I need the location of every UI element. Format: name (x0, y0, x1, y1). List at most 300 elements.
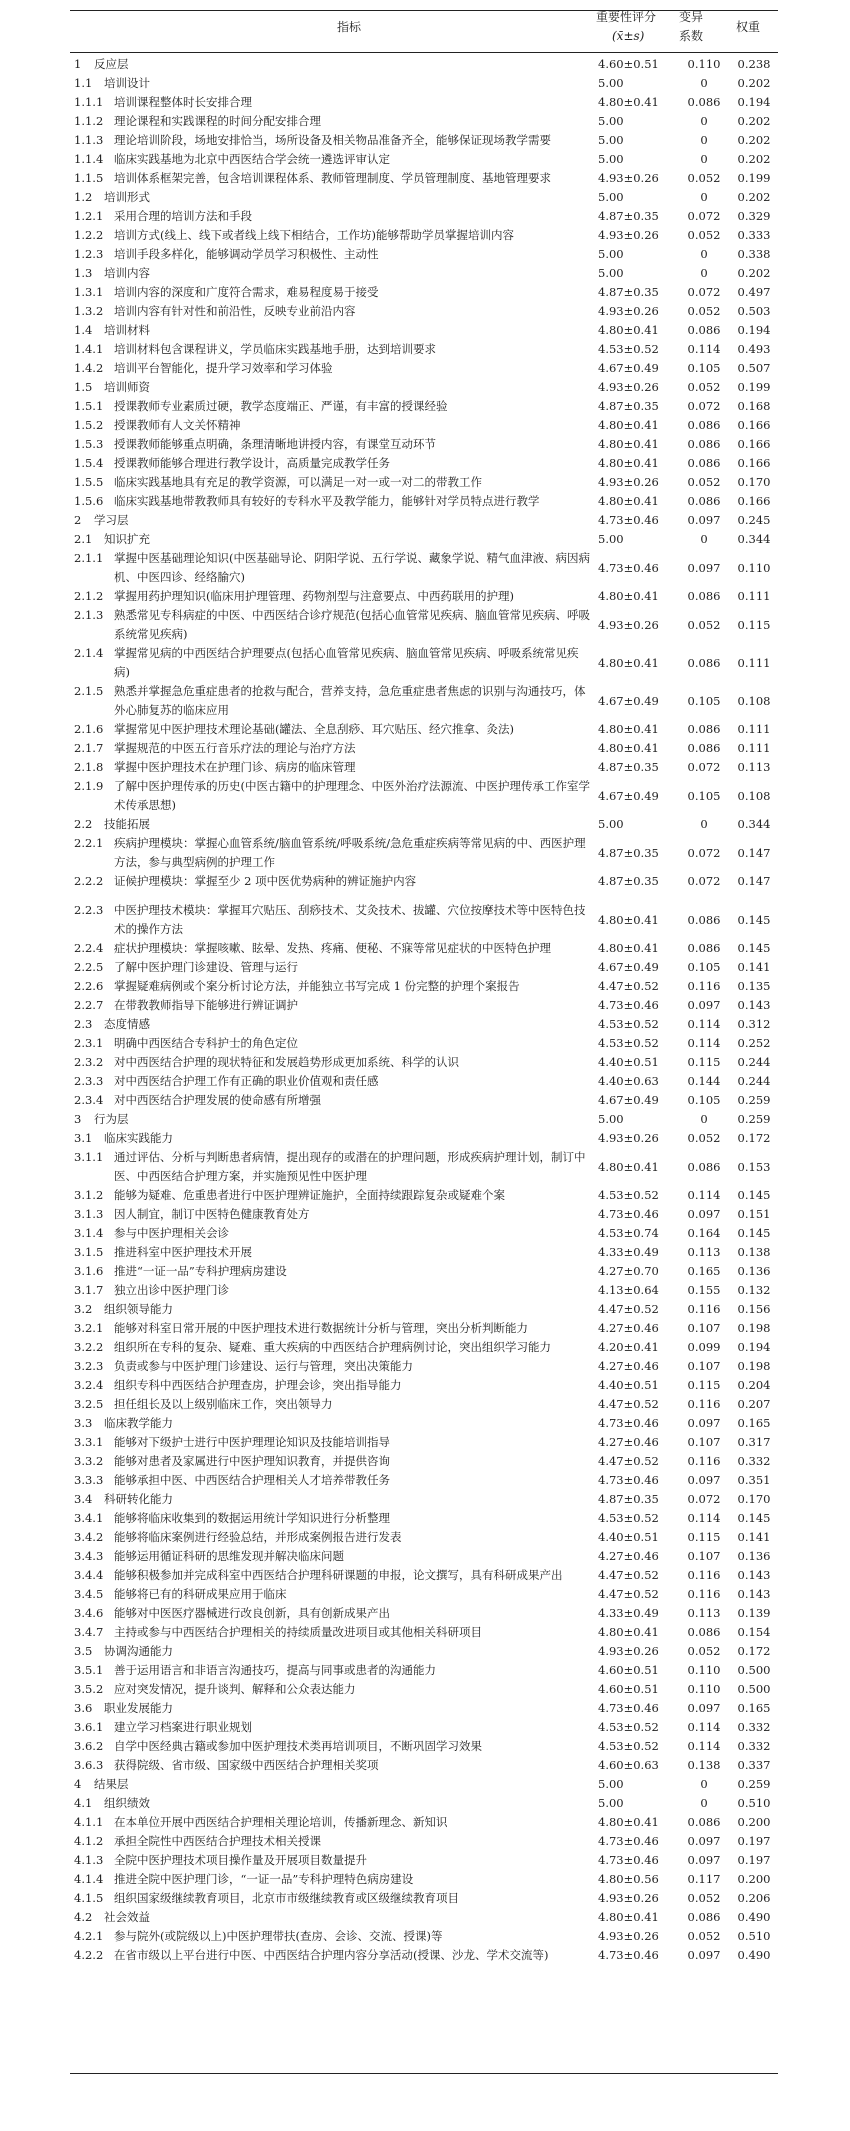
row-cv: 0.086 (687, 1910, 721, 1924)
row-score: 4.73±0.46 (598, 513, 659, 527)
row-weight: 0.111 (737, 722, 771, 736)
row-indicator-name: 能够将已有的科研成果应用于临床 (114, 1587, 287, 1601)
row-score: 4.53±0.52 (598, 1188, 659, 1202)
row-score: 4.87±0.35 (598, 845, 659, 860)
row-code: 2.2.5 (74, 960, 104, 974)
row-indicator-name: 组织领导能力 (104, 1302, 173, 1316)
row-weight: 0.202 (737, 76, 771, 90)
row-cv: 0.116 (687, 1397, 721, 1411)
row-code: 4 (74, 1777, 82, 1791)
table-row (70, 1243, 778, 1262)
row-score: 5.00 (598, 114, 624, 128)
row-indicator-name: 科研转化能力 (104, 1492, 173, 1506)
row-code: 3.4.4 (74, 1568, 104, 1582)
row-indicator-name: 培训设计 (104, 76, 150, 90)
row-code: 3.4.5 (74, 1587, 104, 1601)
table-row (70, 1262, 778, 1281)
table-row (70, 1585, 778, 1604)
row-indicator-name: 疾病护理模块：掌握心血管系统/脑血管系统/呼吸系统/急危重症疾病等常见病的中、西医护理方法，参与典型病例的护理工作 (114, 836, 586, 869)
header-cv: 变异 (679, 10, 704, 24)
row-cv: 0.116 (687, 1302, 721, 1316)
row-score: 4.73±0.46 (598, 1853, 659, 1867)
row-indicator-name: 组织国家级继续教育项目，北京市市级继续教育或区级继续教育项目 (114, 1891, 459, 1905)
row-cv: 0.097 (687, 560, 721, 575)
row-indicator-name: 熟悉并掌握急危重症患者的抢救与配合，营养支持，急危重症患者焦虑的识别与沟通技巧，体外心肺复苏的临床应用 (114, 684, 586, 717)
row-cv: 0 (700, 532, 708, 546)
row-weight: 0.204 (737, 1378, 771, 1392)
row-weight: 0.503 (737, 304, 771, 318)
row-weight: 0.153 (737, 1159, 771, 1174)
row-weight: 0.259 (737, 1777, 771, 1791)
row-code: 2.1.1 (74, 551, 104, 565)
row-indicator-name: 能够对中医医疗器械进行改良创新，具有创新成果产出 (114, 1606, 390, 1620)
row-code: 2.1.7 (74, 741, 104, 755)
row-weight: 0.145 (737, 1226, 771, 1240)
row-score: 4.80±0.41 (598, 941, 659, 955)
table-row (70, 1699, 778, 1718)
row-weight: 0.332 (737, 1739, 771, 1753)
row-cv: 0.107 (687, 1359, 721, 1373)
table-row (70, 758, 778, 777)
row-cv: 0.086 (687, 741, 721, 755)
table-row (70, 1794, 778, 1813)
row-cv: 0.110 (687, 57, 721, 71)
row-indicator-name: 能够对科室日常开展的中医护理技术进行数据统计分析与管理，突出分析判断能力 (114, 1321, 528, 1335)
row-code: 2 (74, 513, 82, 527)
row-indicator-name: 培训内容有针对性和前沿性，反映专业前沿内容 (114, 304, 356, 318)
table-row (70, 1566, 778, 1585)
row-cv: 0.052 (687, 380, 721, 394)
table-row (70, 1604, 778, 1623)
table-row (70, 207, 778, 226)
row-cv: 0.116 (687, 979, 721, 993)
row-cv: 0.086 (687, 1625, 721, 1639)
row-weight: 0.108 (737, 693, 771, 708)
row-score: 4.53±0.52 (598, 1739, 659, 1753)
table-row (70, 777, 778, 815)
row-indicator-name: 培训课程整体时长安排合理 (114, 95, 252, 109)
row-code: 3.5.1 (74, 1663, 104, 1677)
row-score: 5.00 (598, 1112, 624, 1126)
row-indicator-name: 能够积极参加并完成科室中西医结合护理科研课题的申报，论文撰写，具有科研成果产出 (114, 1568, 563, 1582)
row-indicator-name: 临床实践基地具有充足的教学资源，可以满足一对一或一对二的带教工作 (114, 475, 482, 489)
row-cv: 0 (700, 152, 708, 166)
row-weight: 0.200 (737, 1872, 771, 1886)
row-code: 1.5.5 (74, 475, 104, 489)
table-row (70, 1224, 778, 1243)
row-indicator-name: 掌握中医护理技术在护理门诊、病房的临床管理 (114, 760, 356, 774)
row-code: 1.1 (74, 76, 93, 90)
row-cv: 0.086 (687, 456, 721, 470)
row-weight: 0.329 (737, 209, 771, 223)
row-indicator-name: 培训形式 (104, 190, 150, 204)
row-score: 4.93±0.26 (598, 475, 659, 489)
row-cv: 0.052 (687, 304, 721, 318)
row-indicator-name: 组织所在专科的复杂、疑难、重大疾病的中西医结合护理病例讨论，突出组织学习能力 (114, 1340, 551, 1354)
row-indicator-name: 了解中医护理门诊建设、管理与运行 (114, 960, 298, 974)
table-row (70, 1509, 778, 1528)
row-code: 1.2 (74, 190, 93, 204)
row-code: 2.3 (74, 1017, 93, 1031)
row-indicator-name: 组织专科中西医结合护理查房，护理会诊，突出指导能力 (114, 1378, 402, 1392)
row-indicator-name: 职业发展能力 (104, 1701, 173, 1715)
table-row (70, 1528, 778, 1547)
row-score: 4.47±0.52 (598, 1302, 659, 1316)
row-code: 3.1.6 (74, 1264, 104, 1278)
row-code: 3.1.7 (74, 1283, 104, 1297)
row-score: 4.53±0.74 (598, 1226, 659, 1240)
row-cv: 0.097 (687, 1701, 721, 1715)
row-weight: 0.332 (737, 1454, 771, 1468)
row-indicator-name: 理论课程和实践课程的时间分配安排合理 (114, 114, 321, 128)
table-row (70, 606, 778, 644)
header-score-formula: (x̄±s) (612, 29, 645, 43)
table-row (70, 1870, 778, 1889)
row-code: 3.5.2 (74, 1682, 104, 1696)
row-indicator-name: 在带教教师指导下能够进行辨证调护 (114, 998, 298, 1012)
row-score: 5.00 (598, 1777, 624, 1791)
row-score: 4.73±0.46 (598, 1416, 659, 1430)
table-row (70, 682, 778, 720)
row-cv: 0.107 (687, 1435, 721, 1449)
row-code: 3.6.3 (74, 1758, 104, 1772)
table-row (70, 55, 778, 74)
row-indicator-name: 掌握疑难病例或个案分析讨论方法，并能独立书写完成 1 份完整的护理个案报告 (114, 979, 520, 993)
table-row (70, 872, 778, 891)
row-score: 4.47±0.52 (598, 979, 659, 993)
row-score: 5.00 (598, 1796, 624, 1810)
table-row (70, 1642, 778, 1661)
row-indicator-name: 采用合理的培训方法和手段 (114, 209, 252, 223)
row-cv: 0.086 (687, 494, 721, 508)
row-score: 4.87±0.35 (598, 209, 659, 223)
row-code: 4.2.1 (74, 1929, 104, 1943)
table-row (70, 435, 778, 454)
row-score: 4.80±0.41 (598, 323, 659, 337)
row-weight: 0.172 (737, 1644, 771, 1658)
row-score: 4.60±0.51 (598, 1663, 659, 1677)
row-score: 4.60±0.51 (598, 1682, 659, 1696)
row-score: 4.93±0.26 (598, 380, 659, 394)
table-row (70, 492, 778, 511)
row-weight: 0.198 (737, 1359, 771, 1373)
row-score: 4.27±0.46 (598, 1549, 659, 1563)
table-row (70, 454, 778, 473)
row-weight: 0.344 (737, 532, 771, 546)
row-score: 4.80±0.56 (598, 1872, 659, 1886)
row-code: 2.3.3 (74, 1074, 104, 1088)
row-indicator-name: 在省市级以上平台进行中医、中西医结合护理内容分享活动(授课、沙龙、学术交流等) (114, 1948, 549, 1962)
row-score: 4.80±0.41 (598, 722, 659, 736)
row-weight: 0.166 (737, 456, 771, 470)
row-weight: 0.166 (737, 437, 771, 451)
row-weight: 0.194 (737, 95, 771, 109)
row-code: 3.1.1 (74, 1150, 104, 1164)
table-row (70, 340, 778, 359)
row-score: 4.27±0.70 (598, 1264, 659, 1278)
row-weight: 0.194 (737, 1340, 771, 1354)
row-score: 4.73±0.46 (598, 1701, 659, 1715)
table-row (70, 1718, 778, 1737)
row-weight: 0.135 (737, 979, 771, 993)
table-row (70, 549, 778, 587)
row-indicator-name: 掌握中医基础理论知识(中医基础导论、阴阳学说、五行学说、藏象学说、精气血津液、病因病机、中医四诊、经络腧穴) (114, 551, 590, 584)
table-row (70, 1433, 778, 1452)
row-code: 3.3 (74, 1416, 93, 1430)
row-cv: 0.072 (687, 399, 721, 413)
table-row (70, 1034, 778, 1053)
row-code: 3.3.3 (74, 1473, 104, 1487)
row-code: 3.2.5 (74, 1397, 104, 1411)
row-score: 5.00 (598, 247, 624, 261)
table-row (70, 1414, 778, 1433)
row-score: 4.40±0.63 (598, 1074, 659, 1088)
table-row (70, 1813, 778, 1832)
row-score: 4.40±0.51 (598, 1530, 659, 1544)
row-score: 4.20±0.41 (598, 1340, 659, 1354)
row-indicator-name: 对中西医结合护理发展的使命感有所增强 (114, 1093, 321, 1107)
row-code: 2.3.4 (74, 1093, 104, 1107)
row-indicator-name: 临床实践基地为北京中西医结合学会统一遴选评审认定 (114, 152, 390, 166)
table-row (70, 283, 778, 302)
row-cv: 0.052 (687, 617, 721, 632)
row-cv: 0.164 (687, 1226, 721, 1240)
row-cv: 0.165 (687, 1264, 721, 1278)
table-row (70, 739, 778, 758)
table-row (70, 1319, 778, 1338)
row-score: 4.80±0.41 (598, 95, 659, 109)
row-score: 4.80±0.41 (598, 741, 659, 755)
row-weight: 0.113 (737, 760, 771, 774)
row-indicator-name: 能够运用循证科研的思维发现并解决临床问题 (114, 1549, 344, 1563)
row-cv: 0.105 (687, 1093, 721, 1107)
row-cv: 0.114 (687, 1739, 721, 1753)
row-cv: 0.097 (687, 1416, 721, 1430)
row-cv: 0.114 (687, 342, 721, 356)
row-code: 4.1.3 (74, 1853, 104, 1867)
row-code: 3.1.2 (74, 1188, 104, 1202)
row-score: 5.00 (598, 152, 624, 166)
row-weight: 0.145 (737, 912, 771, 927)
row-cv: 0 (700, 1796, 708, 1810)
row-cv: 0.052 (687, 228, 721, 242)
row-indicator-name: 承担全院性中西医结合护理技术相关授课 (114, 1834, 321, 1848)
row-score: 5.00 (598, 532, 624, 546)
table-top-rule (70, 10, 778, 11)
row-weight: 0.344 (737, 817, 771, 831)
row-indicator-name: 能够承担中医、中西医结合护理相关人才培养带教任务 (114, 1473, 390, 1487)
table-row (70, 1927, 778, 1946)
row-weight: 0.202 (737, 114, 771, 128)
row-weight: 0.490 (737, 1948, 771, 1962)
row-cv: 0.072 (687, 1492, 721, 1506)
row-cv: 0.105 (687, 960, 721, 974)
row-code: 2.3.1 (74, 1036, 104, 1050)
header-weight: 权重 (736, 20, 761, 34)
row-indicator-name: 培训方式(线上、线下或者线上线下相结合，工作坊)能够帮助学员掌握培训内容 (114, 228, 514, 242)
row-code: 3.4.2 (74, 1530, 104, 1544)
row-weight: 0.332 (737, 1720, 771, 1734)
row-code: 2.1.2 (74, 589, 104, 603)
row-weight: 0.507 (737, 361, 771, 375)
row-indicator-name: 通过评估、分析与判断患者病情，提出现存的或潜在的护理问题，形成疾病护理计划，制订中医、中西医结合护理方案，并实施预见性中医护理 (114, 1150, 586, 1183)
row-indicator-name: 参与中医护理相关会诊 (114, 1226, 229, 1240)
row-score: 5.00 (598, 133, 624, 147)
row-score: 4.80±0.41 (598, 912, 659, 927)
table-row (70, 378, 778, 397)
row-code: 4.1.2 (74, 1834, 104, 1848)
row-weight: 0.165 (737, 1416, 771, 1430)
row-score: 4.53±0.52 (598, 1036, 659, 1050)
row-weight: 0.197 (737, 1853, 771, 1867)
row-code: 3.4.6 (74, 1606, 104, 1620)
row-cv: 0.144 (687, 1074, 721, 1088)
row-code: 2.2.3 (74, 903, 104, 917)
row-score: 5.00 (598, 266, 624, 280)
table-row (70, 1832, 778, 1851)
table-row (70, 74, 778, 93)
row-weight: 0.202 (737, 133, 771, 147)
table-row (70, 1547, 778, 1566)
row-score: 4.40±0.51 (598, 1378, 659, 1392)
row-indicator-name: 协调沟通能力 (104, 1644, 173, 1658)
row-code: 3.1 (74, 1131, 93, 1145)
table-row (70, 1148, 778, 1186)
table-row (70, 996, 778, 1015)
table-row (70, 302, 778, 321)
row-code: 2.1.4 (74, 646, 104, 660)
table-row (70, 1737, 778, 1756)
row-cv: 0.072 (687, 760, 721, 774)
row-cv: 0.113 (687, 1245, 721, 1259)
row-code: 3.6.1 (74, 1720, 104, 1734)
row-score: 4.53±0.52 (598, 1720, 659, 1734)
row-code: 1.1.2 (74, 114, 104, 128)
row-score: 4.47±0.52 (598, 1568, 659, 1582)
row-weight: 0.154 (737, 1625, 771, 1639)
row-indicator-name: 应对突发情况，提升谈判、解释和公众表达能力 (114, 1682, 356, 1696)
row-cv: 0 (700, 247, 708, 261)
row-indicator-name: 建立学习档案进行职业规划 (114, 1720, 252, 1734)
table-row (70, 1851, 778, 1870)
row-cv: 0 (700, 1777, 708, 1791)
row-weight: 0.199 (737, 380, 771, 394)
row-code: 2.1.6 (74, 722, 104, 736)
row-weight: 0.317 (737, 1435, 771, 1449)
header-indicator: 指标 (337, 20, 362, 34)
row-score: 4.53±0.52 (598, 1511, 659, 1525)
row-weight: 0.145 (737, 1188, 771, 1202)
row-code: 3.4.3 (74, 1549, 104, 1563)
row-weight: 0.170 (737, 1492, 771, 1506)
row-score: 5.00 (598, 190, 624, 204)
table-row (70, 1186, 778, 1205)
row-cv: 0.116 (687, 1454, 721, 1468)
row-indicator-name: 学习层 (94, 513, 129, 527)
row-cv: 0 (700, 114, 708, 128)
row-indicator-name: 社会效益 (104, 1910, 150, 1924)
row-score: 5.00 (598, 76, 624, 90)
row-score: 5.00 (598, 817, 624, 831)
row-cv: 0.086 (687, 941, 721, 955)
row-code: 2.1.9 (74, 779, 104, 793)
row-cv: 0.052 (687, 475, 721, 489)
row-indicator-name: 临床实践能力 (104, 1131, 173, 1145)
row-weight: 0.259 (737, 1093, 771, 1107)
row-score: 4.93±0.26 (598, 1929, 659, 1943)
row-weight: 0.165 (737, 1701, 771, 1715)
row-score: 4.53±0.52 (598, 342, 659, 356)
row-score: 4.47±0.52 (598, 1397, 659, 1411)
row-score: 4.40±0.51 (598, 1055, 659, 1069)
row-code: 2.1 (74, 532, 93, 546)
row-code: 1.4 (74, 323, 93, 337)
row-code: 2.2 (74, 817, 93, 831)
row-code: 1.2.2 (74, 228, 104, 242)
row-weight: 0.259 (737, 1112, 771, 1126)
row-indicator-name: 掌握常见中医护理技术理论基础(罐法、全息刮痧、耳穴贴压、经穴推拿、灸法) (114, 722, 514, 736)
row-score: 4.73±0.46 (598, 1834, 659, 1848)
row-cv: 0.110 (687, 1682, 721, 1696)
row-indicator-name: 知识扩充 (104, 532, 150, 546)
row-code: 3.2.3 (74, 1359, 104, 1373)
row-code: 1.3 (74, 266, 93, 280)
row-score: 4.80±0.41 (598, 494, 659, 508)
row-indicator-name: 行为层 (94, 1112, 129, 1126)
row-code: 1.5 (74, 380, 93, 394)
row-code: 3.2.4 (74, 1378, 104, 1392)
row-weight: 0.170 (737, 475, 771, 489)
row-cv: 0.097 (687, 1853, 721, 1867)
row-weight: 0.143 (737, 1568, 771, 1582)
table-row (70, 815, 778, 834)
table-row (70, 1357, 778, 1376)
row-cv: 0.086 (687, 912, 721, 927)
row-cv: 0.086 (687, 95, 721, 109)
table-row (70, 321, 778, 340)
table-row (70, 264, 778, 283)
row-weight: 0.147 (737, 845, 771, 860)
row-indicator-name: 掌握规范的中医五行音乐疗法的理论与治疗方法 (114, 741, 356, 755)
row-cv: 0.113 (687, 1606, 721, 1620)
row-weight: 0.510 (737, 1929, 771, 1943)
row-cv: 0.099 (687, 1340, 721, 1354)
row-indicator-name: 主持或参与中西医结合护理相关的持续质量改进项目或其他相关科研项目 (114, 1625, 482, 1639)
row-score: 4.67±0.49 (598, 960, 659, 974)
table-row (70, 1376, 778, 1395)
row-indicator-name: 全院中医护理技术项目操作量及开展项目数量提升 (114, 1853, 367, 1867)
row-code: 2.1.5 (74, 684, 104, 698)
row-indicator-name: 培训师资 (104, 380, 150, 394)
row-weight: 0.132 (737, 1283, 771, 1297)
row-weight: 0.166 (737, 494, 771, 508)
row-weight: 0.145 (737, 1511, 771, 1525)
row-code: 4.1.1 (74, 1815, 104, 1829)
row-weight: 0.337 (737, 1758, 771, 1772)
row-code: 4.2.2 (74, 1948, 104, 1962)
row-weight: 0.238 (737, 57, 771, 71)
row-score: 4.93±0.26 (598, 171, 659, 185)
row-code: 3.4.1 (74, 1511, 104, 1525)
row-indicator-name: 对中西医结合护理工作有正确的职业价值观和责任感 (114, 1074, 379, 1088)
table-row (70, 359, 778, 378)
row-code: 2.2.2 (74, 874, 104, 888)
row-weight: 0.139 (737, 1606, 771, 1620)
row-score: 4.47±0.52 (598, 1587, 659, 1601)
row-indicator-name: 掌握常见病的中西医结合护理要点(包括心血管常见疾病、脑血管常见疾病、呼吸系统常见疾病) (114, 646, 579, 679)
table-row (70, 131, 778, 150)
row-code: 1.4.1 (74, 342, 104, 356)
